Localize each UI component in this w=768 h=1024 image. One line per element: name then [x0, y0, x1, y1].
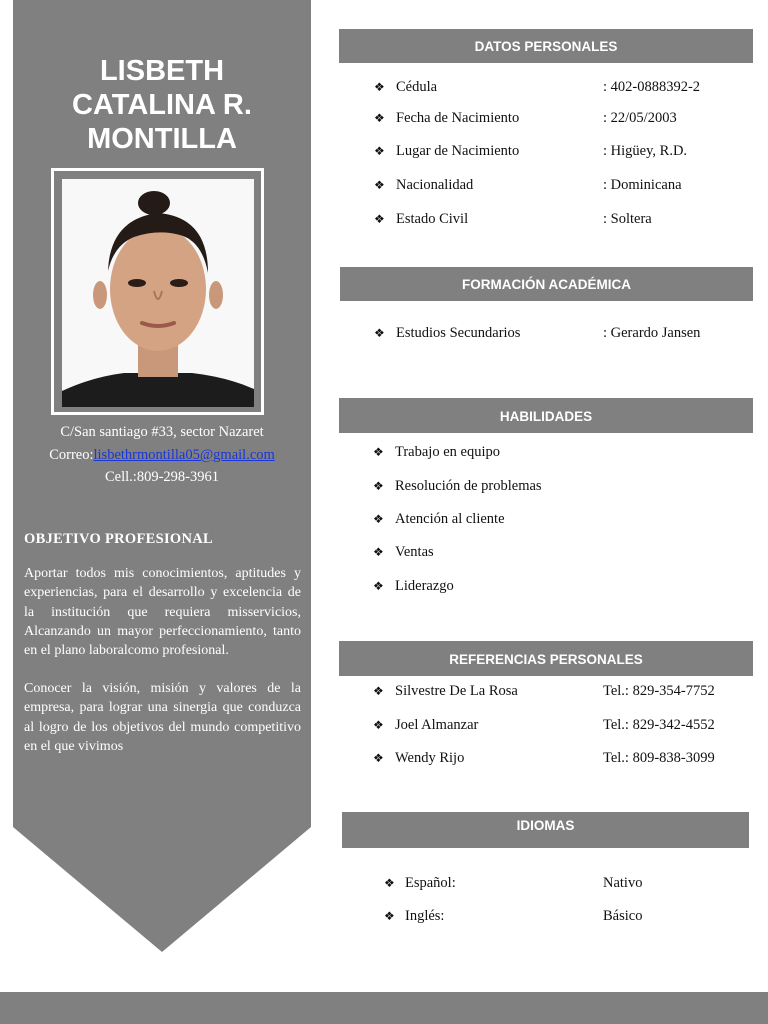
personal-value: : 22/05/2003 — [603, 110, 677, 126]
diamond-bullet-icon: ❖ — [373, 579, 384, 593]
reference-phone: Tel.: 809-838-3099 — [603, 750, 715, 766]
candidate-name — [13, 54, 311, 156]
objective-title: OBJETIVO PROFESIONAL — [24, 531, 214, 547]
list-item — [374, 177, 473, 194]
diamond-bullet-icon: ❖ — [373, 545, 384, 559]
diamond-bullet-icon: ❖ — [374, 178, 385, 192]
education-label: Estudios Secundarios — [396, 325, 521, 341]
address-text: C/San santiago #33, sector Nazaret — [60, 424, 264, 440]
diamond-bullet-icon: ❖ — [384, 876, 395, 890]
list-item — [374, 110, 519, 127]
list-item — [374, 325, 520, 342]
diamond-bullet-icon: ❖ — [374, 80, 385, 94]
personal-label: Nacionalidad — [396, 177, 474, 193]
objective-paragraph-1: Aportar todos mis conocimientos, aptitudes y experiencias, para el desarrollo y excelencia de la institución que requiera misservicios, Alcanzando un mayor perfeccionamiento, tanto en el plano laboralcomo profesional. — [24, 566, 301, 659]
diamond-bullet-icon: ❖ — [373, 479, 384, 493]
reference-phone: Tel.: 829-342-4552 — [603, 717, 715, 733]
list-item — [373, 511, 505, 528]
skill-label: Trabajo en equipo — [395, 444, 500, 460]
section-header-languages: IDIOMAS — [342, 812, 749, 848]
email-link[interactable]: lisbethrmontilla05@gmail.com — [93, 447, 275, 463]
language-level: Nativo — [603, 875, 643, 891]
personal-label: Fecha de Nacimiento — [396, 110, 520, 126]
diamond-bullet-icon: ❖ — [374, 212, 385, 226]
reference-name: Silvestre De La Rosa — [395, 683, 518, 699]
personal-value: : Dominicana — [603, 177, 682, 193]
language-level: Básico — [603, 908, 643, 924]
profile-photo — [62, 179, 254, 407]
personal-value: : Soltera — [603, 211, 652, 227]
list-item — [373, 544, 434, 561]
name-line-2: CATALINA R. — [72, 89, 252, 121]
diamond-bullet-icon: ❖ — [384, 909, 395, 923]
phone-text: Cell.:809-298-3961 — [105, 469, 219, 485]
diamond-bullet-icon: ❖ — [373, 751, 384, 765]
reference-name: Wendy Rijo — [395, 750, 465, 766]
list-item — [373, 478, 542, 495]
section-header-education: FORMACIÓN ACADÉMICA — [340, 267, 753, 301]
skill-label: Liderazgo — [395, 578, 454, 594]
list-item — [384, 875, 456, 892]
personal-label: Cédula — [396, 79, 438, 95]
section-header-skills: HABILIDADES — [339, 398, 753, 433]
skill-label: Atención al cliente — [395, 511, 505, 527]
diamond-bullet-icon: ❖ — [374, 111, 385, 125]
email-label: Correo: — [49, 447, 94, 463]
list-item — [373, 717, 478, 734]
list-item — [374, 79, 437, 96]
name-line-3: MONTILLA — [87, 123, 237, 155]
objective-paragraph-2: Conocer la visión, misión y valores de la empresa, para lograr una sinergia que conduzca al logro de los objetivos del mundo competitivo en el que vivimos — [24, 681, 301, 754]
diamond-bullet-icon: ❖ — [373, 445, 384, 459]
skill-label: Ventas — [395, 544, 434, 560]
footer-bar — [0, 992, 768, 1024]
language-label: Español: — [405, 875, 456, 891]
education-value: : Gerardo Jansen — [603, 325, 701, 341]
personal-label: Estado Civil — [396, 211, 469, 227]
reference-phone: Tel.: 829-354-7752 — [603, 683, 715, 699]
diamond-bullet-icon: ❖ — [373, 684, 384, 698]
personal-value: : 402-0888392-2 — [603, 79, 701, 95]
list-item — [373, 750, 464, 767]
diamond-bullet-icon: ❖ — [373, 718, 384, 732]
email-line — [13, 447, 311, 464]
list-item — [373, 683, 518, 700]
personal-value: : Higüey, R.D. — [603, 143, 688, 159]
name-line-1: LISBETH — [99, 55, 225, 87]
reference-name: Joel Almanzar — [395, 717, 479, 733]
diamond-bullet-icon: ❖ — [373, 512, 384, 526]
portrait-illustration — [62, 179, 254, 407]
personal-label: Lugar de Nacimiento — [396, 143, 520, 159]
diamond-bullet-icon: ❖ — [374, 144, 385, 158]
skill-label: Resolución de problemas — [395, 478, 542, 494]
list-item — [373, 444, 500, 461]
language-label: Inglés: — [405, 908, 445, 924]
section-header-references: REFERENCIAS PERSONALES — [339, 641, 753, 676]
diamond-bullet-icon: ❖ — [374, 326, 385, 340]
section-header-personal: DATOS PERSONALES — [339, 29, 753, 63]
list-item — [374, 143, 519, 160]
list-item — [373, 578, 454, 595]
list-item — [374, 211, 468, 228]
profile-photo-frame — [51, 168, 264, 415]
list-item — [384, 908, 444, 925]
